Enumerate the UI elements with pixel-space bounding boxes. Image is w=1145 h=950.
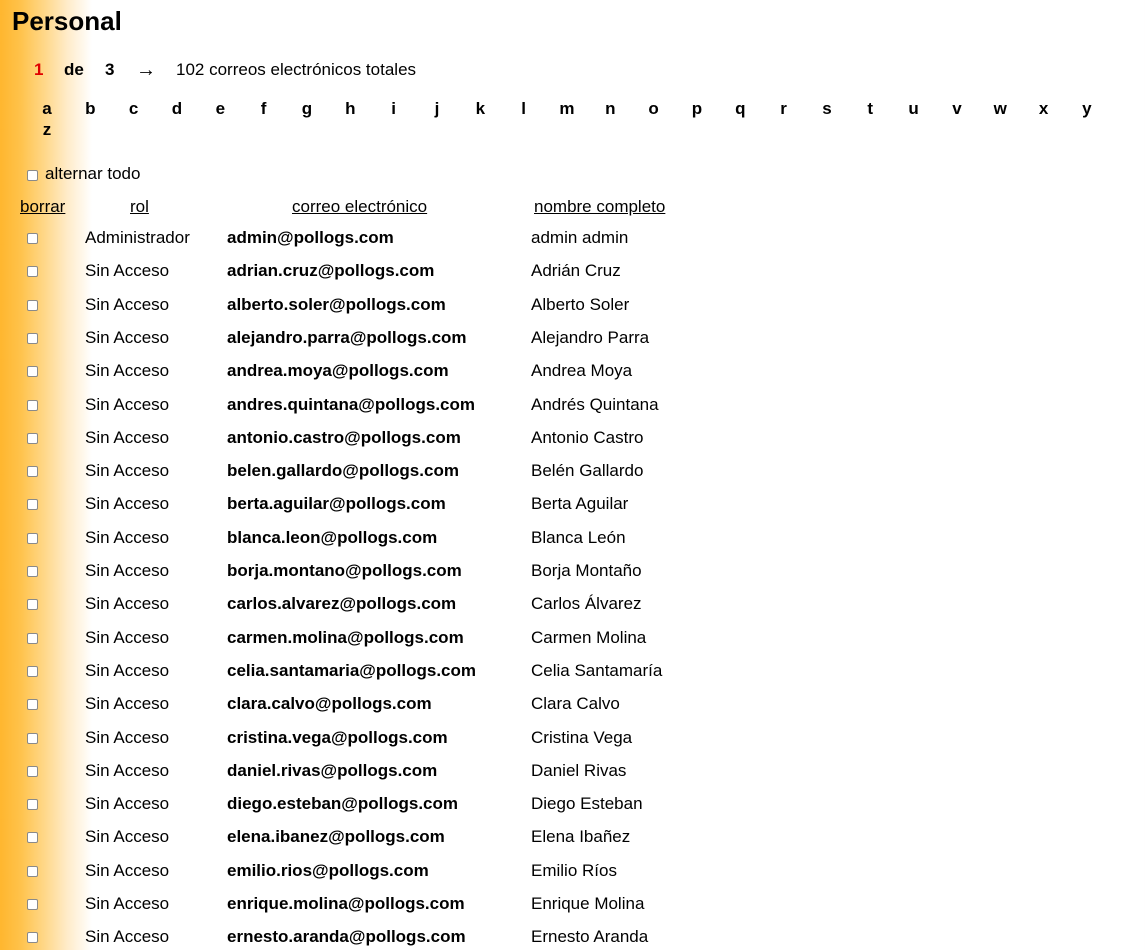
row-role: Sin Acceso	[85, 760, 170, 780]
column-header-fullname[interactable]: nombre completo	[534, 197, 666, 216]
row-delete-checkbox[interactable]	[27, 666, 38, 677]
row-email-link[interactable]: adrian.cruz@pollogs.com	[227, 261, 435, 281]
row-full-name: Belén Gallardo	[531, 461, 644, 481]
row-full-name: Alejandro Parra	[531, 327, 650, 347]
row-email-link[interactable]: belen.gallardo@pollogs.com	[227, 461, 459, 481]
row-full-name: Alberto Soler	[531, 294, 630, 314]
letter-filter-m[interactable]: m	[559, 99, 575, 118]
row-full-name: Emilio Ríos	[531, 860, 617, 880]
table-row	[0, 660, 900, 684]
row-delete-checkbox[interactable]	[27, 499, 38, 510]
letter-filter-e[interactable]: e	[215, 99, 226, 118]
row-email-link[interactable]: elena.ibanez@pollogs.com	[227, 827, 445, 847]
row-role: Sin Acceso	[85, 394, 170, 414]
letter-filter-d[interactable]: d	[171, 99, 183, 118]
row-full-name: Berta Aguilar	[531, 494, 629, 514]
row-full-name: Carmen Molina	[531, 627, 647, 647]
row-delete-checkbox[interactable]	[27, 599, 38, 610]
row-delete-checkbox[interactable]	[27, 566, 38, 577]
row-email-link[interactable]: andres.quintana@pollogs.com	[227, 394, 475, 414]
row-role: Sin Acceso	[85, 727, 170, 747]
row-email-link[interactable]: ernesto.aranda@pollogs.com	[227, 927, 466, 947]
letter-filter-q[interactable]: q	[735, 99, 746, 118]
row-delete-checkbox[interactable]	[27, 733, 38, 744]
row-role: Sin Acceso	[85, 894, 170, 913]
row-role: Sin Acceso	[85, 594, 170, 614]
row-role: Sin Acceso	[85, 660, 170, 680]
row-email-link[interactable]: admin@pollogs.com	[227, 228, 394, 247]
table-row	[0, 793, 900, 817]
letter-filter-s[interactable]: s	[822, 99, 832, 118]
letter-filter-w[interactable]: w	[993, 99, 1007, 118]
row-full-name: Andrés Quintana	[531, 394, 659, 414]
row-full-name: Antonio Castro	[531, 427, 644, 447]
current-page-number: 1	[34, 60, 44, 79]
row-role: Sin Acceso	[85, 361, 170, 381]
row-full-name: Adrián Cruz	[531, 261, 621, 281]
letter-filter-k[interactable]: k	[475, 99, 486, 118]
row-delete-checkbox[interactable]	[27, 899, 38, 910]
row-delete-checkbox[interactable]	[27, 433, 38, 444]
row-email-link[interactable]: diego.esteban@pollogs.com	[227, 794, 458, 814]
letter-filter-r[interactable]: r	[780, 99, 787, 118]
row-email-link[interactable]: antonio.castro@pollogs.com	[227, 427, 461, 447]
row-full-name: Daniel Rivas	[531, 760, 627, 780]
row-role: Sin Acceso	[85, 461, 170, 481]
row-role: Sin Acceso	[85, 927, 170, 947]
row-delete-checkbox[interactable]	[27, 366, 38, 377]
table-row	[0, 860, 900, 884]
table-row	[0, 593, 900, 617]
row-email-link[interactable]: cristina.vega@pollogs.com	[227, 727, 448, 747]
row-role: Sin Acceso	[85, 561, 170, 580]
row-role: Sin Acceso	[85, 694, 170, 714]
letter-filter-j[interactable]: j	[434, 99, 440, 118]
table-row	[0, 627, 900, 651]
row-email-link[interactable]: carmen.molina@pollogs.com	[227, 627, 464, 647]
row-full-name: Enrique Molina	[531, 894, 645, 913]
row-delete-checkbox[interactable]	[27, 633, 38, 644]
letter-filter-y[interactable]: y	[1082, 99, 1092, 118]
table-row	[0, 427, 900, 451]
letter-filter-g[interactable]: g	[301, 99, 313, 118]
alphabet-filter	[0, 99, 1145, 143]
column-header-role[interactable]: rol	[130, 197, 149, 216]
table-row	[0, 460, 900, 484]
letter-filter-f[interactable]: f	[260, 99, 267, 118]
row-email-link[interactable]: blanca.leon@pollogs.com	[227, 527, 438, 547]
total-emails-count: 102 correos electrónicos totales	[176, 60, 417, 79]
table-row	[0, 360, 900, 384]
row-email-link[interactable]: alberto.soler@pollogs.com	[227, 294, 446, 314]
row-email-link[interactable]: clara.calvo@pollogs.com	[227, 694, 432, 714]
row-delete-checkbox[interactable]	[27, 333, 38, 344]
row-role: Sin Acceso	[85, 794, 170, 814]
row-email-link[interactable]: berta.aguilar@pollogs.com	[227, 494, 446, 514]
row-delete-checkbox[interactable]	[27, 266, 38, 277]
letter-filter-i[interactable]: i	[391, 99, 396, 118]
letter-filter-a[interactable]: a	[42, 99, 52, 118]
table-row	[0, 760, 900, 784]
last-page-link[interactable]: 3	[105, 60, 115, 79]
table-row	[0, 327, 900, 351]
letter-filter-x[interactable]: x	[1038, 99, 1049, 118]
row-full-name: Elena Ibañez	[531, 827, 631, 847]
table-row	[0, 893, 900, 917]
row-role: Sin Acceso	[85, 427, 170, 447]
letter-filter-z[interactable]: z	[42, 120, 52, 139]
row-email-link[interactable]: carlos.alvarez@pollogs.com	[227, 594, 457, 614]
table-row	[0, 394, 900, 418]
row-email-link[interactable]: enrique.molina@pollogs.com	[227, 894, 465, 913]
row-email-link[interactable]: borja.montano@pollogs.com	[227, 561, 462, 580]
row-delete-checkbox[interactable]	[27, 932, 38, 943]
table-row	[0, 493, 900, 517]
row-email-link[interactable]: andrea.moya@pollogs.com	[227, 361, 449, 381]
row-full-name: Blanca León	[531, 527, 626, 547]
letter-filter-t[interactable]: t	[867, 99, 874, 118]
row-email-link[interactable]: alejandro.parra@pollogs.com	[227, 327, 467, 347]
letter-filter-c[interactable]: c	[128, 99, 139, 118]
row-role: Sin Acceso	[85, 294, 170, 314]
row-role: Sin Acceso	[85, 494, 170, 514]
letter-filter-o[interactable]: o	[648, 99, 659, 118]
letter-filter-u[interactable]: u	[908, 99, 919, 118]
letter-filter-v[interactable]: v	[952, 99, 962, 118]
row-delete-checkbox[interactable]	[27, 799, 38, 810]
row-delete-checkbox[interactable]	[27, 466, 38, 477]
table-row	[0, 294, 900, 318]
table-row	[0, 693, 900, 717]
column-header-delete[interactable]: borrar	[20, 197, 66, 216]
table-row	[0, 527, 900, 551]
row-full-name: Diego Esteban	[531, 794, 643, 814]
table-row	[0, 926, 900, 950]
letter-filter-l[interactable]: l	[521, 99, 526, 118]
toggle-all-checkbox[interactable]	[27, 170, 38, 181]
row-role: Sin Acceso	[85, 527, 170, 547]
row-delete-checkbox[interactable]	[27, 400, 38, 411]
letter-filter-h[interactable]: h	[345, 99, 356, 118]
table-row	[0, 260, 900, 284]
row-role: Sin Acceso	[85, 827, 170, 847]
row-full-name: Borja Montaño	[531, 561, 642, 580]
row-delete-checkbox[interactable]	[27, 866, 38, 877]
row-full-name: Clara Calvo	[531, 694, 620, 714]
row-delete-checkbox[interactable]	[27, 300, 38, 311]
row-full-name: admin admin	[531, 228, 629, 247]
letter-filter-b[interactable]: b	[85, 99, 96, 118]
table-row	[0, 560, 900, 584]
row-role: Administrador	[85, 228, 190, 247]
row-delete-checkbox[interactable]	[27, 699, 38, 710]
row-role: Sin Acceso	[85, 327, 170, 347]
row-role: Sin Acceso	[85, 860, 170, 880]
row-email-link[interactable]: celia.santamaria@pollogs.com	[227, 660, 476, 680]
letter-filter-n[interactable]: n	[605, 99, 616, 118]
row-role: Sin Acceso	[85, 627, 170, 647]
row-full-name: Carlos Álvarez	[531, 594, 642, 614]
row-full-name: Cristina Vega	[531, 727, 633, 747]
table-row	[0, 727, 900, 751]
row-email-link[interactable]: daniel.rivas@pollogs.com	[227, 760, 438, 780]
page-of-label: de	[64, 60, 84, 79]
row-delete-checkbox[interactable]	[27, 832, 38, 843]
toggle-all-label: alternar todo	[45, 164, 141, 183]
row-email-link[interactable]: emilio.rios@pollogs.com	[227, 860, 429, 880]
row-role: Sin Acceso	[85, 261, 170, 281]
table-row	[0, 227, 900, 251]
letter-filter-p[interactable]: p	[691, 99, 703, 118]
next-page-arrow-icon[interactable]: →	[136, 59, 156, 81]
row-delete-checkbox[interactable]	[27, 533, 38, 544]
page-title: Personal	[12, 6, 122, 36]
row-full-name: Ernesto Aranda	[531, 927, 649, 947]
row-delete-checkbox[interactable]	[27, 766, 38, 777]
column-header-email[interactable]: correo electrónico	[292, 197, 428, 216]
table-row	[0, 826, 900, 850]
row-delete-checkbox[interactable]	[27, 233, 38, 244]
row-full-name: Andrea Moya	[531, 361, 633, 381]
row-full-name: Celia Santamaría	[531, 660, 663, 680]
